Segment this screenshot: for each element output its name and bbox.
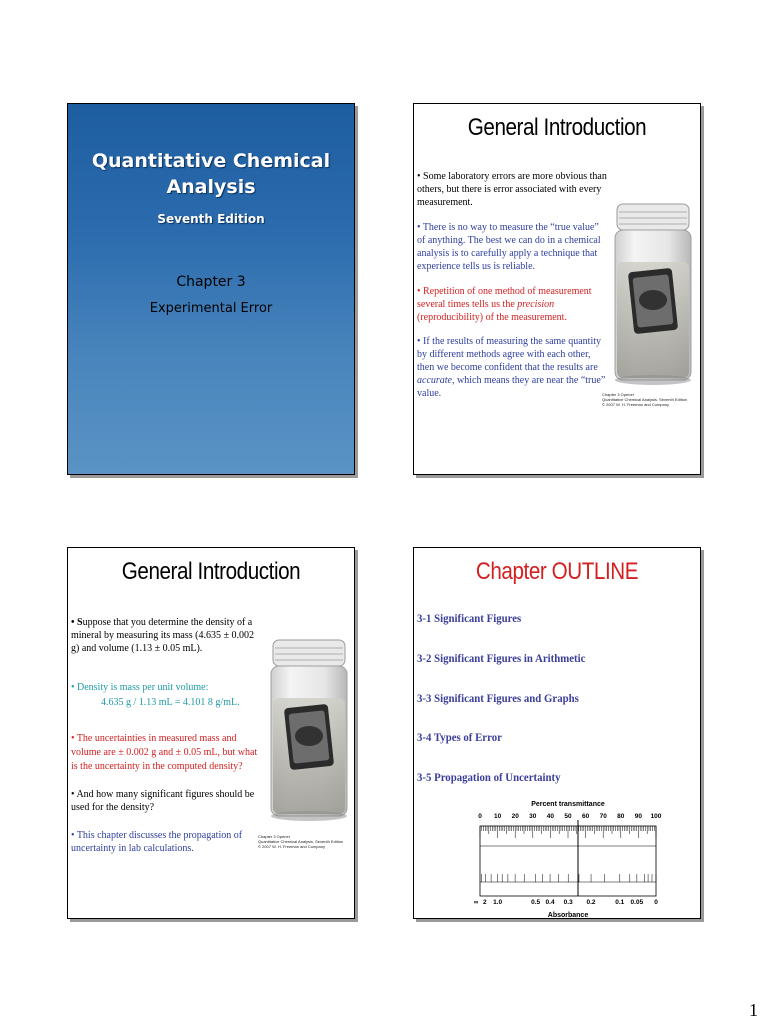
top-tick-label: 50 (564, 813, 572, 820)
slide-chapter-outline (413, 547, 701, 919)
top-tick-label: 60 (581, 813, 590, 820)
bullet-4: • If the results of measuring the same quantity by different methods agree with each other, then we become confident that the results are accurate, which means they are near the “true” value. (417, 336, 606, 399)
bullet-2: • Density is mass per unit volume: (71, 682, 209, 693)
top-tick-label: 40 (546, 813, 555, 820)
top-tick-label: 30 (529, 813, 537, 820)
top-tick-label: 100 (650, 813, 662, 820)
bullet-1: • Some laboratory errors are more obvious than others, but there is error associated with every measurement. (417, 171, 607, 208)
sample-jar-image (266, 636, 352, 828)
bottom-tick-label: ∞ (473, 899, 479, 906)
bottom-scale-title: Absorbance (547, 912, 589, 919)
image-caption: Chapter 3 Opener Quantitative Chemical Analysis, Seventh Edition © 2007 W. H. Freeman and Company (258, 834, 344, 849)
bullet-2: • There is no way to measure the “true value” of anything. The best we can do in a chemical analysis is to carefully apply a technique that experience tells us is reliable. (417, 222, 601, 272)
outline-item: 3-4 Types of Error (417, 730, 502, 744)
book-title (68, 148, 354, 200)
bullet-4: • And how many significant figures should be used for the density? (71, 789, 255, 813)
page-number: 1 (749, 1000, 758, 1020)
top-tick-label: 90 (634, 813, 643, 820)
sample-jar-image (611, 200, 695, 392)
slide-general-intro-1 (413, 103, 701, 475)
top-tick-label: 0 (478, 813, 482, 820)
outline-item: 3-1 Significant Figures (417, 611, 522, 625)
bottom-tick-label: 0.2 (586, 899, 596, 906)
bullet-1: • Suppose that you determine the density of a mineral by measuring its mass (4.635 ± 0.002 g) and volume (1.13 ± 0.05 mL). (71, 617, 254, 654)
density-equation: 4.635 g / 1.13 mL = 4.101 8 g/mL. (101, 697, 240, 708)
bullet-3: • Repetition of one method of measurement several times tells us the precision (reproducibility) of the measurement. (417, 286, 592, 323)
top-tick-label: 70 (599, 813, 607, 820)
slide-title: General Introduction (121, 558, 301, 585)
bottom-tick-label: 0.5 (531, 899, 541, 906)
book-title-line1: Quantitative Chemical (91, 150, 331, 172)
transmittance-absorbance-scale (470, 796, 666, 919)
outline-item: 3-5 Propagation of Uncertainty (417, 770, 561, 784)
slide-title: Chapter OUTLINE (475, 558, 639, 585)
top-scale-title: Percent transmittance (531, 801, 605, 808)
book-title-line2: Analysis (166, 176, 256, 198)
top-tick-label: 20 (511, 813, 519, 820)
outline-item: 3-3 Significant Figures and Graphs (417, 691, 579, 705)
outline-item: 3-2 Significant Figures in Arithmetic (417, 651, 586, 665)
top-tick-label: 10 (493, 813, 502, 820)
bottom-tick-label: 0.1 (615, 899, 625, 906)
chapter-subtitle: Experimental Error (149, 301, 273, 316)
bullet-5: • This chapter discusses the propagation of uncertainty in lab calculations. (71, 830, 243, 854)
slide-general-intro-2 (67, 547, 355, 919)
slide-title (67, 103, 355, 475)
bottom-tick-label: 0.3 (563, 899, 573, 906)
top-tick-label: 80 (617, 813, 625, 820)
bottom-tick-label: 0.05 (630, 899, 644, 906)
bottom-tick-label: 0 (654, 899, 658, 906)
image-caption: Chapter 3 Opener Quantitative Chemical Analysis, Seventh Edition © 2007 W. H. Freeman and Company (602, 392, 688, 407)
slide-title: General Introduction (467, 114, 647, 141)
chapter-label: Chapter 3 (176, 274, 246, 290)
bottom-tick-label: 1.0 (493, 899, 503, 906)
bullet-3: • The uncertainties in measured mass and volume are ± 0.002 g and ± 0.05 mL, but what is the uncertainty in the computed density? (71, 733, 258, 772)
bottom-tick-label: 2 (482, 899, 487, 906)
bottom-tick-label: 0.4 (545, 899, 555, 906)
edition: Seventh Edition (157, 212, 265, 226)
